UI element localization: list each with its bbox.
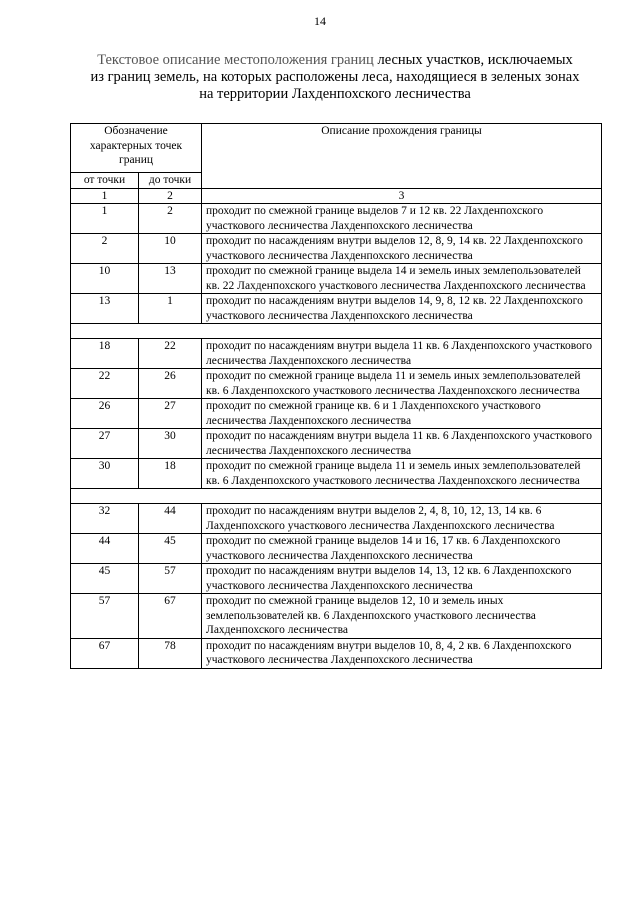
table-row	[71, 294, 602, 324]
description-cell: проходит по смежной границе выделов 12, 10 и земель иных землепользователей кв. 6 Лахденпохского участкового лесничества Лахденпохского лесничества	[202, 594, 602, 639]
description-cell: проходит по смежной границе выделов 7 и 12 кв. 22 Лахденпохского участкового лесничества Лахденпохского лесничества	[202, 204, 602, 234]
table-row	[71, 638, 602, 668]
table-row	[71, 399, 602, 429]
header-designation: Обозначение характерных точек границ	[71, 124, 202, 173]
to-point-cell: 27	[139, 399, 202, 429]
from-point-cell: 18	[71, 339, 139, 369]
from-point-cell: 13	[71, 294, 139, 324]
from-point-cell: 27	[71, 429, 139, 459]
title-line3: на территории Лахденпохского лесничества	[199, 86, 471, 102]
header-to: до точки	[139, 173, 202, 189]
description-cell: проходит по смежной границе выдела 11 и земель иных землепользователей кв. 6 Лахденпохского участкового лесничества Лахденпохского лесничества	[202, 369, 602, 399]
description-cell: проходит по насаждениям внутри выделов 10, 8, 4, 2 кв. 6 Лахденпохского участкового лесничества Лахденпохского лесничества	[202, 638, 602, 668]
title-line2: из границ земель, на которых расположены леса, находящиеся в зеленых зонах	[90, 69, 580, 85]
table-body	[71, 204, 602, 669]
table-row	[71, 564, 602, 594]
group-separator-row	[71, 489, 602, 504]
description-cell: проходит по смежной границе кв. 6 и 1 Лахденпохского участкового лесничества Лахденпохского лесничества	[202, 399, 602, 429]
to-point-cell: 30	[139, 429, 202, 459]
description-cell: проходит по смежной границе выдела 11 и земель иных землепользователей кв. 6 Лахденпохского участкового лесничества Лахденпохского лесничества	[202, 459, 602, 489]
from-point-cell: 44	[71, 534, 139, 564]
to-point-cell: 22	[139, 339, 202, 369]
description-cell: проходит по насаждениям внутри выдела 11 кв. 6 Лахденпохского участкового лесничества Лахденпохского лесничества	[202, 339, 602, 369]
table-row	[71, 429, 602, 459]
title-line1-rest: лесных участков, исключаемых	[377, 52, 573, 68]
description-cell: проходит по смежной границе выделов 14 и 16, 17 кв. 6 Лахденпохского участкового лесничества Лахденпохского лесничества	[202, 534, 602, 564]
group-separator-row	[71, 324, 602, 339]
from-point-cell: 22	[71, 369, 139, 399]
table-row	[71, 594, 602, 639]
from-point-cell: 2	[71, 234, 139, 264]
to-point-cell: 18	[139, 459, 202, 489]
table-row	[71, 459, 602, 489]
from-point-cell: 26	[71, 399, 139, 429]
to-point-cell: 44	[139, 504, 202, 534]
column-number-1: 1	[71, 188, 139, 204]
column-number-3: 3	[202, 188, 602, 204]
to-point-cell: 10	[139, 234, 202, 264]
header-from: от точки	[71, 173, 139, 189]
to-point-cell: 1	[139, 294, 202, 324]
table-row	[71, 204, 602, 234]
table-row	[71, 534, 602, 564]
header-description: Описание прохождения границы	[202, 124, 602, 189]
title-line1-grey: Текстовое описание местоположения границ	[97, 52, 378, 68]
from-point-cell: 10	[71, 264, 139, 294]
to-point-cell: 13	[139, 264, 202, 294]
to-point-cell: 57	[139, 564, 202, 594]
empty-cell	[71, 489, 602, 504]
from-point-cell: 1	[71, 204, 139, 234]
table-row	[71, 234, 602, 264]
to-point-cell: 2	[139, 204, 202, 234]
description-cell: проходит по насаждениям внутри выделов 14, 9, 8, 12 кв. 22 Лахденпохского участкового лесничества Лахденпохского лесничества	[202, 294, 602, 324]
document-title	[70, 52, 600, 103]
to-point-cell: 45	[139, 534, 202, 564]
description-cell: проходит по смежной границе выдела 14 и земель иных землепользователей кв. 22 Лахденпохского участкового лесничества Лахденпохского лесничества	[202, 264, 602, 294]
page-number: 14	[314, 14, 326, 28]
table-row	[71, 264, 602, 294]
description-cell: проходит по насаждениям внутри выделов 14, 13, 12 кв. 6 Лахденпохского участкового лесничества Лахденпохского лесничества	[202, 564, 602, 594]
table-row	[71, 369, 602, 399]
column-number-2: 2	[139, 188, 202, 204]
from-point-cell: 67	[71, 638, 139, 668]
table-row	[71, 504, 602, 534]
to-point-cell: 78	[139, 638, 202, 668]
from-point-cell: 30	[71, 459, 139, 489]
to-point-cell: 26	[139, 369, 202, 399]
description-cell: проходит по насаждениям внутри выделов 12, 8, 9, 14 кв. 22 Лахденпохского участкового лесничества Лахденпохского лесничества	[202, 234, 602, 264]
from-point-cell: 32	[71, 504, 139, 534]
empty-cell	[71, 324, 602, 339]
from-point-cell: 45	[71, 564, 139, 594]
table-row	[71, 339, 602, 369]
description-cell: проходит по насаждениям внутри выделов 2, 4, 8, 10, 12, 13, 14 кв. 6 Лахденпохского участкового лесничества Лахденпохского лесничества	[202, 504, 602, 534]
from-point-cell: 57	[71, 594, 139, 639]
to-point-cell: 67	[139, 594, 202, 639]
description-cell: проходит по насаждениям внутри выдела 11 кв. 6 Лахденпохского участкового лесничества Лахденпохского лесничества	[202, 429, 602, 459]
boundary-table	[70, 123, 602, 669]
